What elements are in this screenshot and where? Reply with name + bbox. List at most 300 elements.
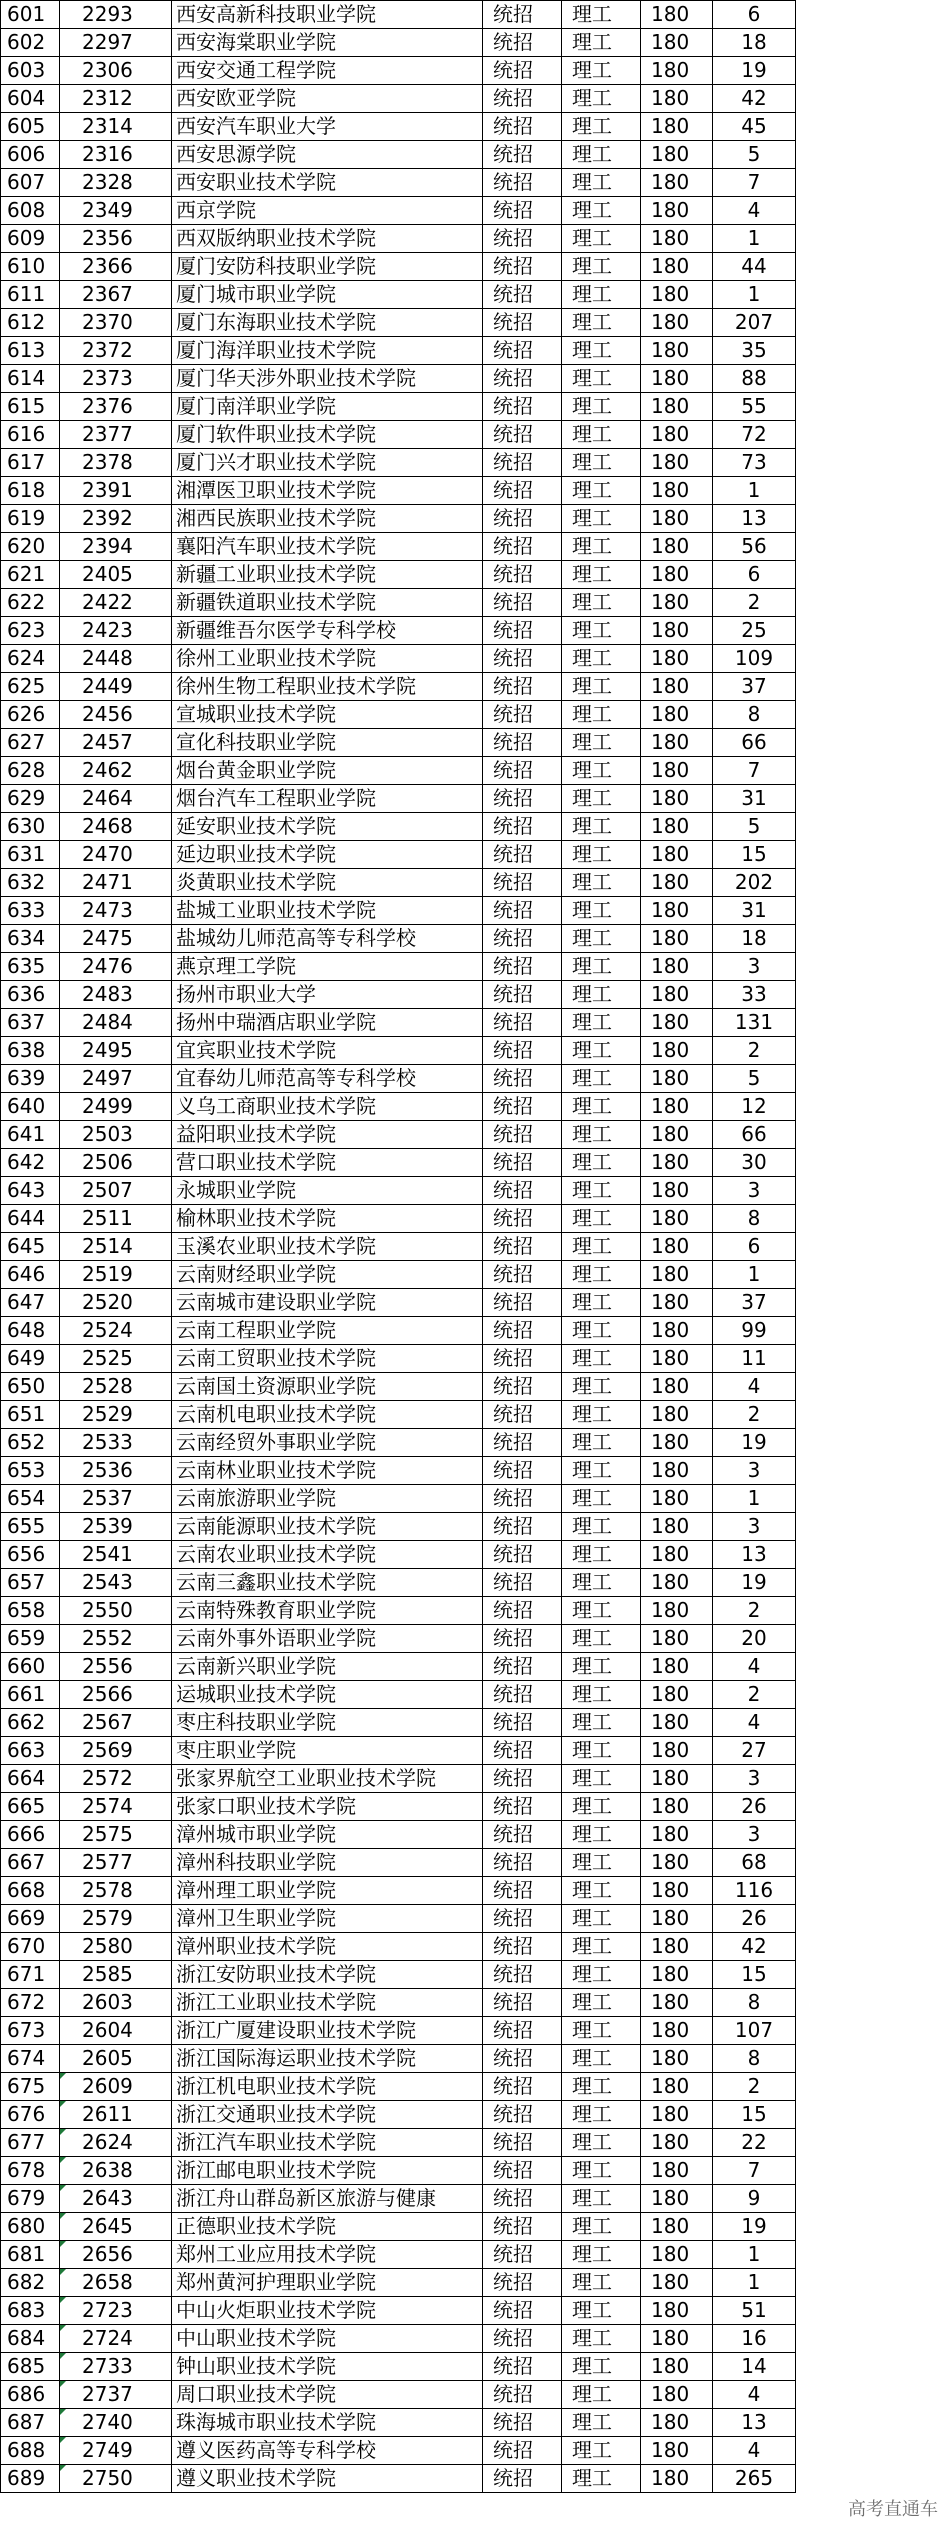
school-code-cell: 2524 [60, 1317, 172, 1345]
subject-category-cell: 理工 [562, 1205, 641, 1233]
score-line-cell: 180 [641, 2437, 713, 2465]
school-name-cell: 厦门软件职业技术学院 [172, 421, 483, 449]
subject-category-cell: 理工 [562, 113, 641, 141]
plan-count-cell: 2 [713, 589, 796, 617]
plan-count-cell: 4 [713, 2437, 796, 2465]
subject-category-cell: 理工 [562, 2129, 641, 2157]
plan-count-cell: 131 [713, 1009, 796, 1037]
row-index-cell: 635 [1, 953, 60, 981]
admission-type-cell: 统招 [483, 617, 562, 645]
school-name-cell: 漳州城市职业学院 [172, 1821, 483, 1849]
plan-count-cell: 3 [713, 1821, 796, 1849]
school-code-cell: 2643 [60, 2185, 172, 2213]
school-code-cell: 2604 [60, 2017, 172, 2045]
admission-type-cell: 统招 [483, 757, 562, 785]
school-code-cell: 2578 [60, 1877, 172, 1905]
score-line-cell: 180 [641, 1569, 713, 1597]
school-code-cell: 2539 [60, 1513, 172, 1541]
score-line-cell: 180 [641, 1597, 713, 1625]
school-code-cell: 2456 [60, 701, 172, 729]
table-row [1, 1737, 796, 1765]
school-code-cell: 2405 [60, 561, 172, 589]
row-index-cell: 675 [1, 2073, 60, 2101]
subject-category-cell: 理工 [562, 1065, 641, 1093]
school-code-cell: 2497 [60, 1065, 172, 1093]
plan-count-cell: 265 [713, 2465, 796, 2493]
score-line-cell: 180 [641, 2129, 713, 2157]
subject-category-cell: 理工 [562, 1177, 641, 1205]
school-code-cell: 2423 [60, 617, 172, 645]
score-line-cell: 180 [641, 1513, 713, 1541]
school-name-cell: 云南国土资源职业学院 [172, 1373, 483, 1401]
table-row [1, 1513, 796, 1541]
admission-type-cell: 统招 [483, 1345, 562, 1373]
admission-type-cell: 统招 [483, 85, 562, 113]
row-index-cell: 625 [1, 673, 60, 701]
school-name-cell: 漳州科技职业学院 [172, 1849, 483, 1877]
subject-category-cell: 理工 [562, 561, 641, 589]
row-index-cell: 646 [1, 1261, 60, 1289]
subject-category-cell: 理工 [562, 505, 641, 533]
school-code-cell: 2293 [60, 1, 172, 29]
score-line-cell: 180 [641, 2353, 713, 2381]
plan-count-cell: 107 [713, 2017, 796, 2045]
score-line-cell: 180 [641, 2241, 713, 2269]
plan-count-cell: 1 [713, 1261, 796, 1289]
score-line-cell: 180 [641, 1485, 713, 1513]
row-index-cell: 637 [1, 1009, 60, 1037]
score-line-cell: 180 [641, 225, 713, 253]
subject-category-cell: 理工 [562, 2017, 641, 2045]
row-index-cell: 626 [1, 701, 60, 729]
school-name-cell: 宜宾职业技术学院 [172, 1037, 483, 1065]
subject-category-cell: 理工 [562, 225, 641, 253]
row-index-cell: 611 [1, 281, 60, 309]
score-line-cell: 180 [641, 365, 713, 393]
admission-type-cell: 统招 [483, 393, 562, 421]
subject-category-cell: 理工 [562, 981, 641, 1009]
table-row [1, 1877, 796, 1905]
row-index-cell: 647 [1, 1289, 60, 1317]
table-row [1, 897, 796, 925]
score-line-cell: 180 [641, 1149, 713, 1177]
subject-category-cell: 理工 [562, 1597, 641, 1625]
score-line-cell: 180 [641, 1065, 713, 1093]
row-index-cell: 681 [1, 2241, 60, 2269]
subject-category-cell: 理工 [562, 2269, 641, 2297]
score-line-cell: 180 [641, 2157, 713, 2185]
admission-type-cell: 统招 [483, 897, 562, 925]
school-code-cell: 2541 [60, 1541, 172, 1569]
admission-type-cell: 统招 [483, 197, 562, 225]
row-index-cell: 616 [1, 421, 60, 449]
row-index-cell: 672 [1, 1989, 60, 2017]
row-index-cell: 654 [1, 1485, 60, 1513]
score-line-cell: 180 [641, 1373, 713, 1401]
school-code-cell: 2737 [60, 2381, 172, 2409]
score-line-cell: 180 [641, 57, 713, 85]
table-row [1, 1261, 796, 1289]
plan-count-cell: 27 [713, 1737, 796, 1765]
admission-type-cell: 统招 [483, 141, 562, 169]
subject-category-cell: 理工 [562, 1457, 641, 1485]
plan-count-cell: 19 [713, 57, 796, 85]
school-code-cell: 2740 [60, 2409, 172, 2437]
school-name-cell: 西安欧亚学院 [172, 85, 483, 113]
school-name-cell: 浙江交通职业技术学院 [172, 2101, 483, 2129]
subject-category-cell: 理工 [562, 1373, 641, 1401]
school-name-cell: 燕京理工学院 [172, 953, 483, 981]
score-line-cell: 180 [641, 1037, 713, 1065]
score-line-cell: 180 [641, 2409, 713, 2437]
row-index-cell: 618 [1, 477, 60, 505]
admission-type-cell: 统招 [483, 1373, 562, 1401]
score-line-cell: 180 [641, 1709, 713, 1737]
table-row [1, 2045, 796, 2073]
school-code-cell: 2567 [60, 1709, 172, 1737]
subject-category-cell: 理工 [562, 1849, 641, 1877]
table-row [1, 1597, 796, 1625]
plan-count-cell: 8 [713, 1205, 796, 1233]
admission-type-cell: 统招 [483, 1765, 562, 1793]
table-row [1, 2185, 796, 2213]
admission-type-cell: 统招 [483, 813, 562, 841]
subject-category-cell: 理工 [562, 1625, 641, 1653]
school-code-cell: 2511 [60, 1205, 172, 1233]
school-name-cell: 扬州市职业大学 [172, 981, 483, 1009]
school-name-cell: 中山火炬职业技术学院 [172, 2297, 483, 2325]
subject-category-cell: 理工 [562, 1541, 641, 1569]
score-line-cell: 180 [641, 1317, 713, 1345]
table-row [1, 925, 796, 953]
row-index-cell: 650 [1, 1373, 60, 1401]
row-index-cell: 645 [1, 1233, 60, 1261]
score-line-cell: 180 [641, 1121, 713, 1149]
row-index-cell: 608 [1, 197, 60, 225]
admission-type-cell: 统招 [483, 1933, 562, 1961]
school-code-cell: 2603 [60, 1989, 172, 2017]
school-name-cell: 玉溪农业职业技术学院 [172, 1233, 483, 1261]
table-row [1, 1093, 796, 1121]
school-name-cell: 盐城幼儿师范高等专科学校 [172, 925, 483, 953]
school-code-cell: 2471 [60, 869, 172, 897]
subject-category-cell: 理工 [562, 1345, 641, 1373]
plan-count-cell: 4 [713, 1653, 796, 1681]
score-line-cell: 180 [641, 1261, 713, 1289]
subject-category-cell: 理工 [562, 1037, 641, 1065]
row-index-cell: 628 [1, 757, 60, 785]
row-index-cell: 631 [1, 841, 60, 869]
school-code-cell: 2724 [60, 2325, 172, 2353]
row-index-cell: 656 [1, 1541, 60, 1569]
table-row [1, 589, 796, 617]
school-name-cell: 西安海棠职业学院 [172, 29, 483, 57]
subject-category-cell: 理工 [562, 141, 641, 169]
subject-category-cell: 理工 [562, 477, 641, 505]
table-row [1, 2297, 796, 2325]
school-name-cell: 张家界航空工业职业技术学院 [172, 1765, 483, 1793]
admission-type-cell: 统招 [483, 505, 562, 533]
table-row [1, 1205, 796, 1233]
school-name-cell: 厦门海洋职业技术学院 [172, 337, 483, 365]
school-name-cell: 徐州生物工程职业技术学院 [172, 673, 483, 701]
school-code-cell: 2514 [60, 1233, 172, 1261]
row-index-cell: 606 [1, 141, 60, 169]
subject-category-cell: 理工 [562, 449, 641, 477]
row-index-cell: 612 [1, 309, 60, 337]
school-name-cell: 盐城工业职业技术学院 [172, 897, 483, 925]
subject-category-cell: 理工 [562, 85, 641, 113]
admission-type-cell: 统招 [483, 925, 562, 953]
table-row [1, 2353, 796, 2381]
row-index-cell: 619 [1, 505, 60, 533]
table-row [1, 113, 796, 141]
admission-type-cell: 统招 [483, 1037, 562, 1065]
school-name-cell: 西安汽车职业大学 [172, 113, 483, 141]
school-name-cell: 湘潭医卫职业技术学院 [172, 477, 483, 505]
school-name-cell: 浙江安防职业技术学院 [172, 1961, 483, 1989]
table-row [1, 1345, 796, 1373]
row-index-cell: 601 [1, 1, 60, 29]
admission-type-cell: 统招 [483, 2381, 562, 2409]
school-name-cell: 中山职业技术学院 [172, 2325, 483, 2353]
school-code-cell: 2533 [60, 1429, 172, 1457]
school-code-cell: 2529 [60, 1401, 172, 1429]
admission-type-cell: 统招 [483, 1513, 562, 1541]
subject-category-cell: 理工 [562, 1289, 641, 1317]
school-name-cell: 新疆维吾尔医学专科学校 [172, 617, 483, 645]
school-name-cell: 新疆工业职业技术学院 [172, 561, 483, 589]
score-line-cell: 180 [641, 2101, 713, 2129]
school-code-cell: 2580 [60, 1933, 172, 1961]
school-name-cell: 浙江机电职业技术学院 [172, 2073, 483, 2101]
score-line-cell: 180 [641, 673, 713, 701]
row-index-cell: 687 [1, 2409, 60, 2437]
plan-count-cell: 4 [713, 1373, 796, 1401]
school-name-cell: 西京学院 [172, 197, 483, 225]
table-row [1, 701, 796, 729]
school-name-cell: 襄阳汽车职业技术学院 [172, 533, 483, 561]
school-code-cell: 2574 [60, 1793, 172, 1821]
school-name-cell: 烟台汽车工程职业学院 [172, 785, 483, 813]
row-index-cell: 673 [1, 2017, 60, 2045]
school-code-cell: 2468 [60, 813, 172, 841]
plan-count-cell: 8 [713, 701, 796, 729]
admission-type-cell: 统招 [483, 337, 562, 365]
subject-category-cell: 理工 [562, 1401, 641, 1429]
plan-count-cell: 45 [713, 113, 796, 141]
table-row [1, 1653, 796, 1681]
plan-count-cell: 3 [713, 953, 796, 981]
subject-category-cell: 理工 [562, 1485, 641, 1513]
school-code-cell: 2370 [60, 309, 172, 337]
subject-category-cell: 理工 [562, 841, 641, 869]
school-name-cell: 厦门东海职业技术学院 [172, 309, 483, 337]
school-code-cell: 2611 [60, 2101, 172, 2129]
row-index-cell: 688 [1, 2437, 60, 2465]
score-line-cell: 180 [641, 281, 713, 309]
score-line-cell: 180 [641, 505, 713, 533]
plan-count-cell: 88 [713, 365, 796, 393]
subject-category-cell: 理工 [562, 2437, 641, 2465]
plan-count-cell: 5 [713, 1065, 796, 1093]
school-name-cell: 珠海城市职业技术学院 [172, 2409, 483, 2437]
row-index-cell: 649 [1, 1345, 60, 1373]
admission-type-cell: 统招 [483, 2325, 562, 2353]
row-index-cell: 680 [1, 2213, 60, 2241]
school-name-cell: 烟台黄金职业学院 [172, 757, 483, 785]
row-index-cell: 674 [1, 2045, 60, 2073]
subject-category-cell: 理工 [562, 57, 641, 85]
score-line-cell: 180 [641, 645, 713, 673]
score-line-cell: 180 [641, 981, 713, 1009]
subject-category-cell: 理工 [562, 813, 641, 841]
row-index-cell: 613 [1, 337, 60, 365]
school-code-cell: 2376 [60, 393, 172, 421]
school-code-cell: 2367 [60, 281, 172, 309]
subject-category-cell: 理工 [562, 617, 641, 645]
table-row [1, 2073, 796, 2101]
admission-type-cell: 统招 [483, 1065, 562, 1093]
table-row [1, 841, 796, 869]
score-line-cell: 180 [641, 1989, 713, 2017]
score-line-cell: 180 [641, 1821, 713, 1849]
table-row [1, 141, 796, 169]
score-line-cell: 180 [641, 561, 713, 589]
table-row [1, 1401, 796, 1429]
admission-type-cell: 统招 [483, 1149, 562, 1177]
admission-type-cell: 统招 [483, 1597, 562, 1625]
admission-type-cell: 统招 [483, 421, 562, 449]
score-line-cell: 180 [641, 2269, 713, 2297]
score-line-cell: 180 [641, 589, 713, 617]
plan-count-cell: 35 [713, 337, 796, 365]
plan-count-cell: 19 [713, 2213, 796, 2241]
score-line-cell: 180 [641, 1737, 713, 1765]
score-line-cell: 180 [641, 1793, 713, 1821]
subject-category-cell: 理工 [562, 169, 641, 197]
score-line-cell: 180 [641, 85, 713, 113]
school-name-cell: 厦门南洋职业学院 [172, 393, 483, 421]
school-name-cell: 厦门城市职业学院 [172, 281, 483, 309]
school-code-cell: 2609 [60, 2073, 172, 2101]
admission-type-cell: 统招 [483, 1429, 562, 1457]
admission-type-cell: 统招 [483, 1681, 562, 1709]
school-name-cell: 厦门华天涉外职业技术学院 [172, 365, 483, 393]
score-line-cell: 180 [641, 841, 713, 869]
table-row [1, 1037, 796, 1065]
table-row [1, 169, 796, 197]
school-code-cell: 2476 [60, 953, 172, 981]
school-code-cell: 2464 [60, 785, 172, 813]
school-name-cell: 云南工程职业学院 [172, 1317, 483, 1345]
school-name-cell: 湘西民族职业技术学院 [172, 505, 483, 533]
plan-count-cell: 31 [713, 897, 796, 925]
table-row [1, 1765, 796, 1793]
school-code-cell: 2536 [60, 1457, 172, 1485]
school-name-cell: 云南特殊教育职业学院 [172, 1597, 483, 1625]
row-index-cell: 632 [1, 869, 60, 897]
admission-type-cell: 统招 [483, 1569, 562, 1597]
row-index-cell: 683 [1, 2297, 60, 2325]
school-code-cell: 2449 [60, 673, 172, 701]
table-row [1, 2269, 796, 2297]
row-index-cell: 629 [1, 785, 60, 813]
score-line-cell: 180 [641, 253, 713, 281]
score-line-cell: 180 [641, 1765, 713, 1793]
school-name-cell: 云南外事外语职业学院 [172, 1625, 483, 1653]
score-line-cell: 180 [641, 1429, 713, 1457]
score-line-cell: 180 [641, 2465, 713, 2493]
plan-count-cell: 72 [713, 421, 796, 449]
school-code-cell: 2312 [60, 85, 172, 113]
plan-count-cell: 25 [713, 617, 796, 645]
admission-type-cell: 统招 [483, 561, 562, 589]
plan-count-cell: 202 [713, 869, 796, 897]
school-name-cell: 徐州工业职业技术学院 [172, 645, 483, 673]
school-name-cell: 炎黄职业技术学院 [172, 869, 483, 897]
plan-count-cell: 22 [713, 2129, 796, 2157]
row-index-cell: 623 [1, 617, 60, 645]
plan-count-cell: 2 [713, 1597, 796, 1625]
row-index-cell: 624 [1, 645, 60, 673]
admission-type-cell: 统招 [483, 1457, 562, 1485]
plan-count-cell: 26 [713, 1905, 796, 1933]
row-index-cell: 634 [1, 925, 60, 953]
row-index-cell: 679 [1, 2185, 60, 2213]
school-name-cell: 云南城市建设职业学院 [172, 1289, 483, 1317]
school-name-cell: 浙江邮电职业技术学院 [172, 2157, 483, 2185]
plan-count-cell: 109 [713, 645, 796, 673]
row-index-cell: 642 [1, 1149, 60, 1177]
plan-count-cell: 1 [713, 281, 796, 309]
row-index-cell: 605 [1, 113, 60, 141]
plan-count-cell: 8 [713, 1989, 796, 2017]
row-index-cell: 669 [1, 1905, 60, 1933]
school-code-cell: 2470 [60, 841, 172, 869]
school-code-cell: 2507 [60, 1177, 172, 1205]
table-row [1, 393, 796, 421]
score-line-cell: 180 [641, 2213, 713, 2241]
score-line-cell: 180 [641, 925, 713, 953]
school-name-cell: 枣庄科技职业学院 [172, 1709, 483, 1737]
school-code-cell: 2349 [60, 197, 172, 225]
row-index-cell: 617 [1, 449, 60, 477]
plan-count-cell: 56 [713, 533, 796, 561]
subject-category-cell: 理工 [562, 337, 641, 365]
plan-count-cell: 15 [713, 2101, 796, 2129]
score-line-cell: 180 [641, 1877, 713, 1905]
admission-type-cell: 统招 [483, 673, 562, 701]
plan-count-cell: 9 [713, 2185, 796, 2213]
plan-count-cell: 73 [713, 449, 796, 477]
score-line-cell: 180 [641, 2381, 713, 2409]
school-code-cell: 2484 [60, 1009, 172, 1037]
admission-type-cell: 统招 [483, 1709, 562, 1737]
row-index-cell: 640 [1, 1093, 60, 1121]
school-code-cell: 2658 [60, 2269, 172, 2297]
table-row [1, 1989, 796, 2017]
subject-category-cell: 理工 [562, 925, 641, 953]
school-code-cell: 2519 [60, 1261, 172, 1289]
plan-count-cell: 37 [713, 673, 796, 701]
admission-type-cell: 统招 [483, 1653, 562, 1681]
admission-type-cell: 统招 [483, 1233, 562, 1261]
admission-type-cell: 统招 [483, 2017, 562, 2045]
school-code-cell: 2624 [60, 2129, 172, 2157]
score-line-cell: 180 [641, 141, 713, 169]
watermark: 高考直通车 [848, 2499, 938, 2520]
